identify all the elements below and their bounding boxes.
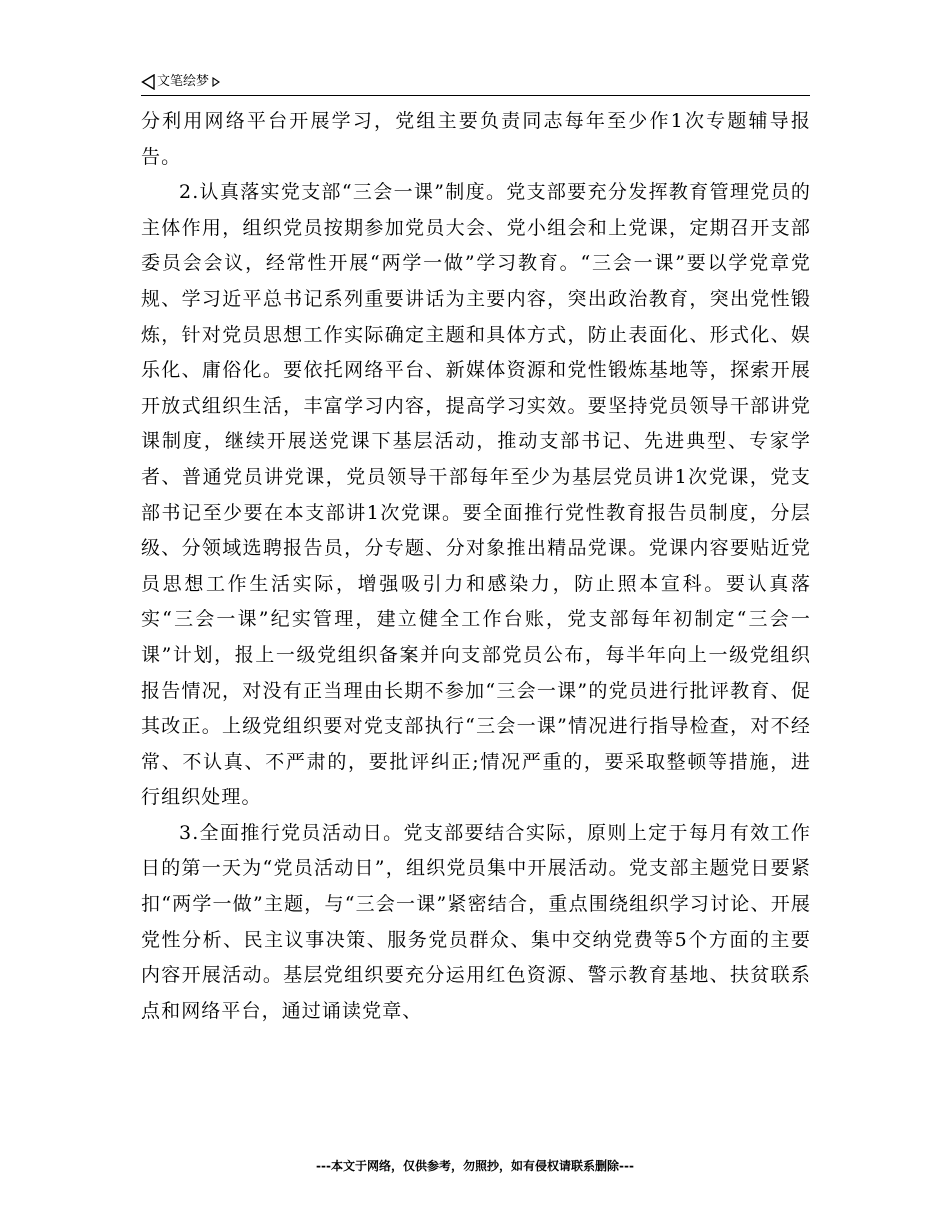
footer-disclaimer: ---本文于网络，仅供参考，勿照抄，如有侵权请联系删除--- (316, 1159, 634, 1173)
paragraph-item-3: 3.全面推行党员活动日。党支部要结合实际，原则上定于每月有效工作日的第一天为“党员活动日”，组织党员集中开展活动。党支部主题党日要紧扣“两学一做”主题，与“三会一课”紧密结合，重点围绕组织学习讨论、开展党性分析、民主议事决策、服务党员群众、集中交纳党费等5个方面的主要内容开展活动。基层党组织要充分运用红色资源、警示教育基地、扶贫联系点和网络平台，通过诵读党章、 (141, 821, 811, 1022)
paragraph-continued: 分利用网络平台开展学习，党组主要负责同志每年至少作1次专题辅导报告。 (141, 110, 811, 168)
triangle-right-small-icon (212, 77, 220, 87)
paragraph-item-2: 2.认真落实党支部“三会一课”制度。党支部要充分发挥教育管理党员的主体作用，组织党员按期参加党员大会、党小组会和上党课，定期召开支部委员会会议，经常性开展“两学一做”学习教育。“三会一课”要以学党章党规、学习近平总书记系列重要讲话为主要内容，突出政治教育，突出党性锻炼，针对党员思想工作实际确定主题和具体方式，防止表面化、形式化、娱乐化、庸俗化。要依托网络平台、新媒体资源和党性锻炼基地等，探索开展开放式组织生活，丰富学习内容，提高学习实效。要坚持党员领导干部讲党课制度，继续开展送党课下基层活动，推动支部书记、先进典型、专家学者、普通党员讲党课，党员领导干部每年至少为基层党员讲1次党课，党支部书记至少要在本支部讲1次党课。要全面推行党性教育报告员制度，分层级、分领域选聘报告员，分专题、分对象推出精品党课。党课内容要贴近党员思想工作生活实际，增强吸引力和感染力，防止照本宣科。要认真落实“三会一课”纪实管理，建立健全工作台账，党支部每年初制定“三会一课”计划，报上一级党组织备案并向支部党员公布，每半年向上一级党组织报告情况，对没有正当理由长期不参加“三会一课”的党员进行批评教育、促其改正。上级党组织要对党支部执行“三会一课”情况进行指导检查，对不经常、不认真、不严肃的，要批评纠正;情况严重的，要采取整顿等措施，进行组织处理。 (141, 181, 811, 809)
triangle-left-outline-icon (141, 74, 155, 90)
document-body (141, 104, 811, 1029)
header-brand (141, 72, 220, 92)
header-brand-text: 文笔绘梦 (157, 74, 210, 89)
page-header (141, 72, 810, 96)
